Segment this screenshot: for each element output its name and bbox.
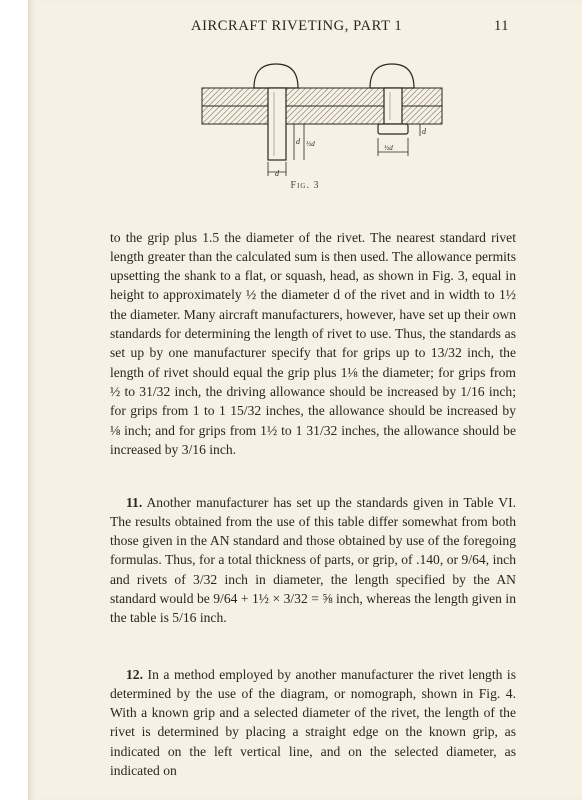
upper-plate bbox=[202, 88, 442, 106]
paragraph-text: to the grip plus 1.5 the diameter of the rivet. The nearest standard rivet length greater than the calculated sum is then used. The allowance permits upsetting the shank to a flat, or squash, head, as shown in Fig. 3, equal in height to approximately ½ the diameter d of the rivet and in width to 1½ the diameter. Many aircraft manufacturers, however, have set up their own standards for determining the length of rivet to use. Thus, the standards as set up by one manufacturer specify that for grips up to 13/32 inch, the length of rivet should equal the grip plus 1⅛ the diameter; for grips from ½ to 31/32 inch, the driving allowance should be increased by 1/16 inch; for grips from 1 to 1 15/32 inches, the allowance should be increased by ⅛ inch; and for grips from 1½ to 1 31/32 inches, the allowance should be increased by 3/16 inch. bbox=[110, 229, 516, 457]
paragraph-12 bbox=[110, 665, 516, 781]
book-page bbox=[28, 0, 582, 800]
label-d-right: d bbox=[422, 127, 426, 136]
header-title: AIRCRAFT RIVETING, PART 1 bbox=[191, 18, 403, 34]
paragraph-text: In a method employed by another manufacturer the rivet length is determined by the use of the diagram, or nomograph, shown in Fig. 4. With a known grip and a selected diameter of the rivet, the length of the rivet is determined by placing a straight edge on the known grip, as indicated on the left vertical line, and on the selected diameter, as indicated on bbox=[110, 666, 516, 779]
paragraph-continuation bbox=[110, 228, 516, 460]
upset-head bbox=[378, 124, 408, 134]
label-d-left: d bbox=[296, 137, 300, 146]
running-header bbox=[28, 18, 582, 42]
rivet-figure bbox=[194, 58, 454, 198]
label-half-d-left: ½d bbox=[306, 140, 315, 148]
paragraph-11 bbox=[110, 493, 516, 628]
rivet-diagram bbox=[194, 58, 454, 198]
paragraph-number: 11. bbox=[126, 494, 143, 510]
page-number: 11 bbox=[494, 18, 510, 34]
paragraph-text: Another manufacturer has set up the standards given in Table VI. The results obtained from the use of this table differ somewhat from both those given in the AN standard and those obtained by use of the foregoing formulas. Thus, for a total thickness of parts, or grip, of .140, or 9/64, inch and rivets of 3/32 inch in diameter, the length specified by the AN standard would be 9/64 + 1½ × 3/32 = ⅝ inch, whereas the length given in the table is 5/16 inch. bbox=[110, 494, 516, 626]
left-rivet-shank bbox=[268, 88, 286, 160]
label-d-bottom: d bbox=[275, 169, 279, 178]
figure-caption: Fig. 3 bbox=[290, 180, 320, 191]
lower-plate bbox=[202, 106, 442, 124]
right-rivet-head bbox=[370, 64, 414, 88]
paragraph-number: 12. bbox=[126, 666, 143, 682]
right-rivet-shank bbox=[384, 88, 402, 124]
label-half-d-bottom: ½d bbox=[384, 144, 393, 152]
left-rivet-head bbox=[254, 64, 298, 88]
